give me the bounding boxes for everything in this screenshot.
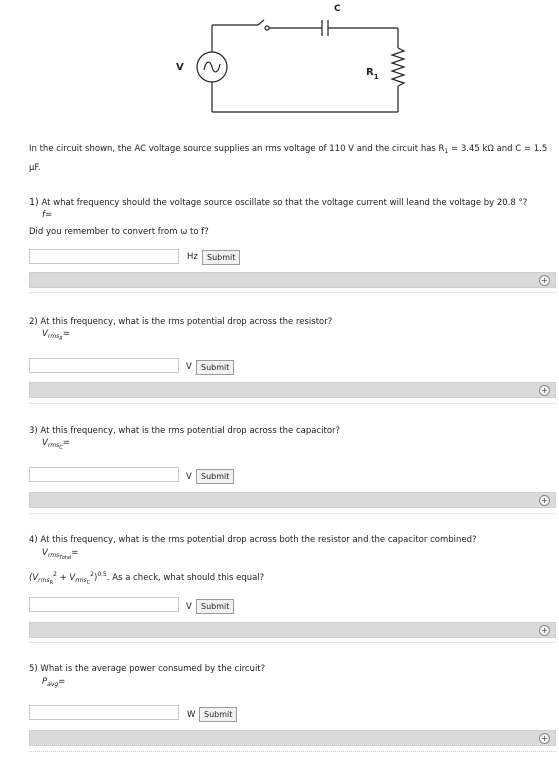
source-label: V: [176, 62, 184, 73]
intro-text-2: = 3.45 kΩ and C = 1.5: [448, 144, 548, 154]
question-4-text: 4) At this frequency, what is the rms potential drop across both the resistor and the capacitor combined?: [29, 535, 477, 545]
intro-text-3: μF.: [29, 163, 41, 173]
question-2-variable: $V_{rms_R}=$: [42, 329, 70, 342]
question-5-variable: $P_{avg}=$: [42, 677, 66, 688]
problem-statement: [29, 141, 557, 176]
question-3-unit: V: [186, 472, 192, 482]
question-1-variable: f=: [42, 210, 53, 220]
question-5-text: 5) What is the average power consumed by the circuit?: [29, 664, 266, 674]
question-1-submit-button[interactable]: Submit: [202, 250, 240, 265]
question-2-submit-button[interactable]: Submit: [196, 360, 234, 375]
plus-circle-icon[interactable]: +: [539, 625, 550, 636]
divider: [29, 513, 556, 514]
intro-r-sub: 1: [444, 148, 449, 155]
question-2-expand-bar[interactable]: [29, 382, 556, 398]
divider: [29, 642, 556, 643]
plus-circle-icon[interactable]: +: [539, 385, 550, 396]
question-3-variable: $V_{rms_C}=$: [42, 438, 70, 451]
question-4-unit: V: [186, 602, 192, 612]
question-3-expand-bar[interactable]: [29, 492, 556, 508]
question-1-expand-bar[interactable]: [29, 272, 556, 288]
plus-circle-icon[interactable]: +: [539, 733, 550, 744]
question-4-check-text: $(V_{rms_R}^2 + V_{rms_C}^2)^{0.5}$. As a check, what should this equal?: [29, 571, 265, 586]
question-4-expand-bar[interactable]: [29, 622, 556, 638]
question-5-answer-input[interactable]: [29, 705, 179, 720]
question-4-submit-button[interactable]: Submit: [196, 599, 234, 614]
divider: [29, 292, 556, 293]
question-3-submit-button[interactable]: Submit: [196, 469, 234, 484]
divider: [29, 751, 556, 752]
capacitor-label: C: [334, 4, 341, 14]
question-3-answer-input[interactable]: [29, 467, 179, 482]
question-4-variable: $V_{rms_{Total}}=$: [42, 548, 79, 561]
question-2-text: 2) At this frequency, what is the rms potential drop across the resistor?: [29, 317, 333, 327]
question-3-text: 3) At this frequency, what is the rms potential drop across the capacitor?: [29, 426, 341, 436]
plus-circle-icon[interactable]: +: [539, 495, 550, 506]
question-2-unit: V: [186, 362, 192, 372]
question-2-answer-input[interactable]: [29, 358, 179, 373]
circuit-diagram: [160, 0, 420, 120]
switch-icon: [258, 20, 264, 25]
question-1-unit: Hz: [187, 252, 198, 262]
plus-circle-icon[interactable]: +: [539, 275, 550, 286]
question-1-text: 1) At what frequency should the voltage source oscillate so that the voltage current will leand the voltage by 20.8 °?: [29, 197, 528, 208]
resistor-label: $R_1$: [366, 67, 379, 81]
question-5-submit-button[interactable]: Submit: [199, 707, 237, 722]
question-4-answer-input[interactable]: [29, 597, 179, 612]
question-1-answer-input[interactable]: [29, 249, 179, 264]
divider: [29, 403, 556, 404]
question-5-expand-bar[interactable]: [29, 730, 556, 746]
question-1-hint: Did you remember to convert from ω to f?: [29, 227, 209, 237]
question-5-unit: W: [187, 710, 196, 720]
intro-text: In the circuit shown, the AC voltage source supplies an rms voltage of 110 V and the circuit has R: [29, 144, 445, 154]
